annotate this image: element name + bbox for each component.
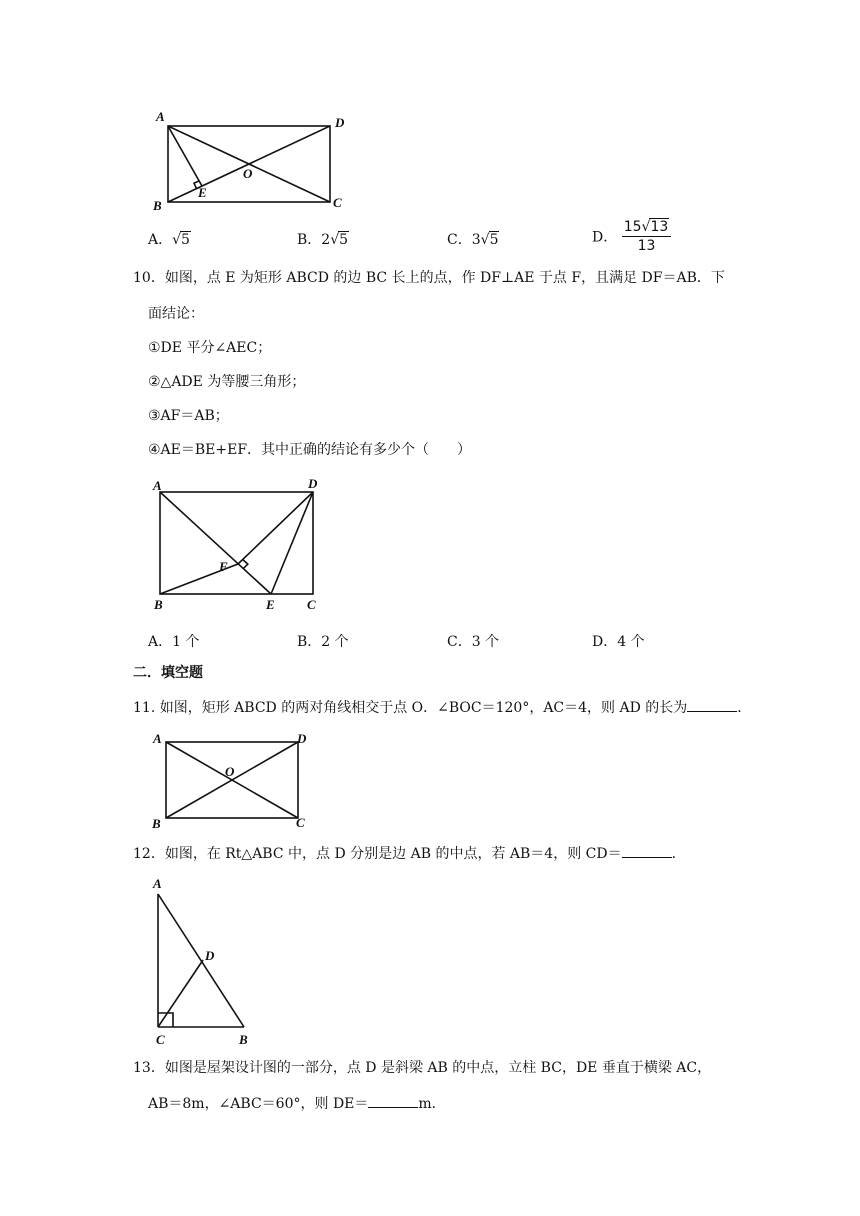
q9-figure bbox=[150, 108, 360, 214]
q10-label-d: D bbox=[308, 476, 318, 491]
q12-segment-cd bbox=[158, 960, 203, 1027]
q12-label-c: C bbox=[156, 1032, 165, 1047]
q9-option-b-coef: 2 bbox=[321, 232, 331, 248]
q12-text-end: ． bbox=[671, 846, 686, 862]
q9-label-a: A bbox=[156, 109, 165, 124]
q10-option-a[interactable]: A．1 个 bbox=[148, 634, 200, 650]
q12-text: 12．如图，在 Rt△ABC 中，点 D 分别是边 AB 的中点，若 AB＝4，则 CD＝ bbox=[133, 846, 622, 862]
q10-conclusion-2: ②△ADE 为等腰三角形； bbox=[148, 374, 306, 390]
q9-option-d-radicand: 13 bbox=[650, 219, 669, 235]
q10-figure bbox=[148, 474, 338, 616]
q9-option-a-radicand: 5 bbox=[181, 232, 190, 248]
q10-label-b: B bbox=[154, 597, 163, 612]
q11-stem bbox=[133, 697, 751, 718]
q12-stem bbox=[133, 843, 686, 864]
q10-option-c[interactable]: C．3 个 bbox=[447, 634, 500, 650]
q10-label-a: A bbox=[153, 478, 162, 493]
q11-label-b: B bbox=[152, 816, 161, 831]
q10-label-c: C bbox=[307, 597, 316, 612]
q9-option-c[interactable] bbox=[447, 229, 499, 249]
q9-label-e: E bbox=[198, 185, 207, 200]
q10-option-d[interactable]: D．4 个 bbox=[592, 634, 645, 650]
q13-stem-line2 bbox=[148, 1093, 446, 1114]
q11-label-c: C bbox=[296, 815, 305, 830]
q9-option-a-letter: A． bbox=[148, 232, 173, 248]
q9-option-d-fraction bbox=[622, 218, 672, 255]
q13-answer-blank[interactable] bbox=[368, 1093, 418, 1108]
q11-label-o: O bbox=[225, 764, 235, 779]
q13-text: AB＝8m，∠ABC＝60°，则 DE＝ bbox=[148, 1096, 369, 1112]
q10-label-f: F bbox=[219, 559, 228, 574]
q11-label-d: D bbox=[297, 731, 307, 746]
q9-option-c-coef: 3 bbox=[471, 232, 481, 248]
q12-label-a: A bbox=[153, 876, 162, 891]
q9-option-d[interactable] bbox=[592, 218, 671, 255]
q13-text-end: m． bbox=[418, 1096, 446, 1112]
q10-conclusion-4: ④AE＝BE+EF．其中正确的结论有多少个（ ） bbox=[148, 442, 472, 458]
q10-stem-line2: 面结论： bbox=[148, 306, 204, 322]
q11-answer-blank[interactable] bbox=[687, 697, 737, 712]
q10-segment-ae bbox=[160, 492, 271, 594]
q9-option-c-letter: C． bbox=[447, 232, 472, 248]
q13-stem-line1: 13．如图是屋架设计图的一部分，点 D 是斜梁 AB 的中点，立柱 BC，DE 垂直于横梁 AC， bbox=[133, 1060, 712, 1076]
q12-answer-blank[interactable] bbox=[622, 843, 672, 858]
q10-rectangle bbox=[160, 492, 313, 594]
sqrt-sign: √ bbox=[480, 232, 490, 248]
q10-right-angle-mark bbox=[243, 560, 248, 569]
q10-segment-df bbox=[238, 492, 313, 564]
q12-label-d: D bbox=[205, 948, 215, 963]
sqrt-sign: √ bbox=[172, 232, 182, 248]
q9-option-b-letter: B． bbox=[297, 232, 322, 248]
q9-option-a[interactable] bbox=[148, 229, 191, 249]
q12-label-b: B bbox=[239, 1032, 248, 1047]
q9-option-c-radicand: 5 bbox=[489, 232, 499, 248]
q9-label-o: O bbox=[243, 166, 253, 181]
q9-option-b[interactable] bbox=[297, 229, 349, 249]
q10-conclusion-3: ③AF＝AB； bbox=[148, 408, 229, 424]
sqrt-sign: √ bbox=[641, 219, 651, 235]
q10-label-e: E bbox=[266, 597, 275, 612]
q10-segment-de bbox=[271, 492, 313, 594]
q9-segment-ae bbox=[168, 126, 202, 186]
q12-figure bbox=[148, 872, 268, 1050]
q11-text-end: ． bbox=[737, 700, 752, 716]
q9-label-d: D bbox=[335, 115, 345, 130]
q9-option-d-denominator: 13 bbox=[637, 238, 656, 254]
q10-conclusion-1: ①DE 平分∠AEC； bbox=[148, 340, 272, 356]
q10-option-b[interactable]: B．2 个 bbox=[297, 634, 349, 650]
q9-label-b: B bbox=[153, 198, 162, 213]
sqrt-sign: √ bbox=[330, 232, 340, 248]
q9-option-d-coef: 15 bbox=[623, 219, 642, 235]
q11-text: 11. 如图，矩形 ABCD 的两对角线相交于点 O．∠BOC＝120°，AC＝4，则 AD 的长为 bbox=[133, 700, 688, 716]
q10-stem-line1: 10．如图，点 E 为矩形 ABCD 的边 BC 长上的点，作 DF⊥AE 于点 F，且满足 DF＝AB．下 bbox=[133, 270, 725, 286]
q11-label-a: A bbox=[153, 731, 162, 746]
q9-label-c: C bbox=[333, 195, 342, 210]
q11-figure bbox=[148, 728, 323, 832]
q9-option-d-letter: D． bbox=[592, 229, 618, 246]
section-heading-fill-in: 二．填空题 bbox=[133, 665, 203, 681]
q9-option-b-radicand: 5 bbox=[339, 232, 349, 248]
